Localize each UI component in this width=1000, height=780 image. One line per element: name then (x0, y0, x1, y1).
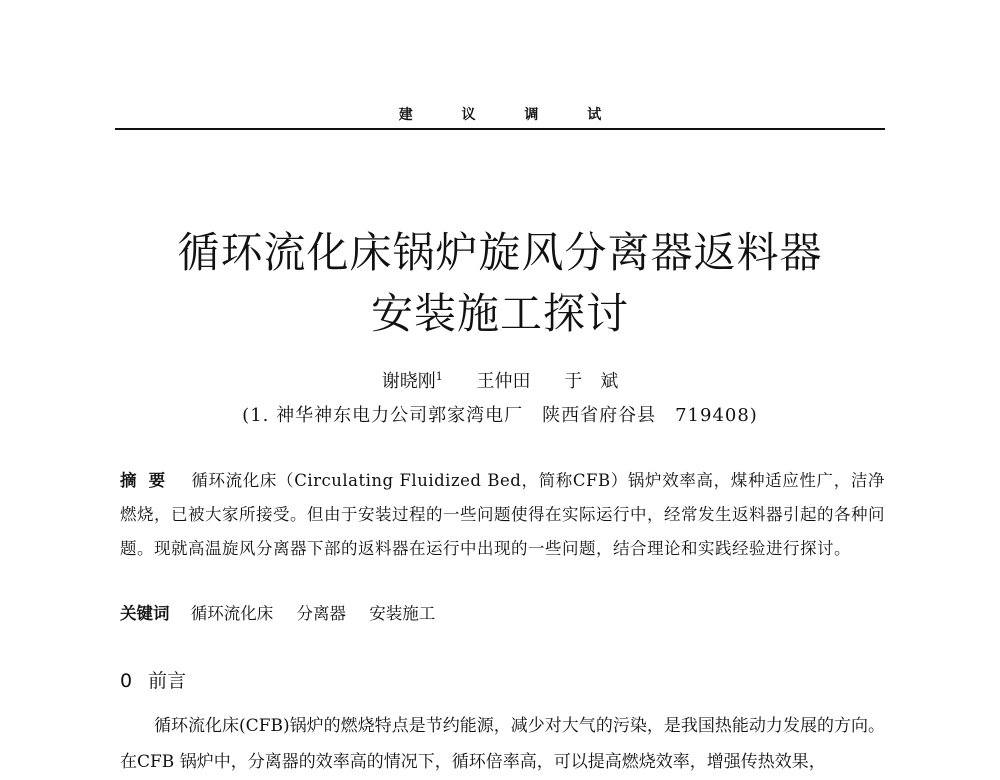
author-1-affiliation-mark: 1 (435, 370, 443, 383)
abstract-text: 循环流化床（Circulating Fluidized Bed，简称CFB）锅炉效率高，煤种适应性广，洁净燃烧，已被大家所接受。但由于安装过程的一些问题使得在实际运行中，经常发生返料器引起的各种问题。现就高温旋风分离器下部的返料器在运行中出现的一些问题，结合理论和实践经验进行探讨。 (120, 471, 886, 558)
section-heading-intro (120, 666, 186, 693)
body-paragraph: 循环流化床(CFB)锅炉的燃烧特点是节约能源，减少对大气的污染，是我国热能动力发展的方向。在CFB 锅炉中，分离器的效率高的情况下，循环倍率高，可以提高燃烧效率，增强传热效果， (120, 716, 885, 772)
keywords (120, 600, 885, 624)
header-rule (115, 128, 885, 130)
author-1-name: 谢晓刚 (381, 371, 436, 392)
author-2: 王仲田 (476, 371, 531, 392)
author-3: 于 斌 (564, 371, 619, 392)
keyword-item: 分离器 (296, 604, 346, 623)
author-1 (382, 371, 443, 392)
keyword-item: 安装施工 (369, 604, 436, 623)
keywords-label: 关键词 (120, 604, 170, 623)
section-title: 前言 (148, 670, 187, 692)
abstract (120, 464, 885, 566)
author-list (0, 367, 1000, 393)
paper-title-line1: 循环流化床锅炉旋风分离器返料器 (177, 228, 823, 277)
keyword-item: 循环流化床 (190, 604, 274, 623)
section-number: 0 (120, 670, 133, 692)
paper-title-line2: 安装施工探讨 (370, 289, 629, 338)
header-section-label: 建 议 调 试 (398, 107, 624, 123)
abstract-label: 摘要 (120, 471, 178, 490)
affiliation: (1. 神华神东电力公司郭家湾电厂 陕西省府谷县 719408) (242, 405, 758, 426)
